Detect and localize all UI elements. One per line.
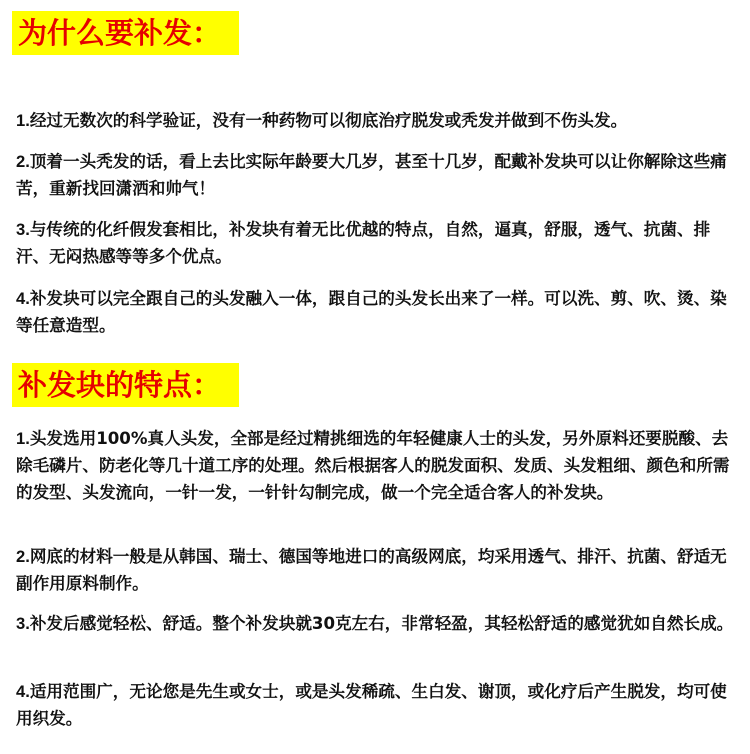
item-text: 适用范围广，无论您是先生或女士，或是头发稀疏、生白发、谢顶，或化疗后产生脱发，均可使用织发。	[16, 682, 727, 728]
item-text: 补发后感觉轻松、舒适。整个补发块就30克左右，非常轻盈，其轻松舒适的感觉犹如自然长成。	[29, 614, 734, 633]
why-item-4	[16, 285, 736, 339]
item-text: 顶着一头秃发的话，看上去比实际年龄要大几岁，甚至十几岁，配戴补发块可以让你解除这些痛苦，重新找回潇洒和帅气！	[16, 152, 727, 198]
item-number: 4.	[16, 289, 30, 308]
item-number: 3.	[16, 220, 30, 239]
heading-why-hair-replacement: 为什么要补发：	[12, 11, 239, 55]
item-number: 1.	[16, 111, 30, 130]
item-number: 2.	[16, 152, 30, 171]
item-text: 与传统的化纤假发套相比，补发块有着无比优越的特点，自然，逼真，舒服，透气、抗菌、排汗、无闷热感等等多个优点。	[16, 220, 711, 266]
why-item-1	[16, 107, 736, 134]
item-number: 1.	[16, 429, 30, 448]
item-text: 头发选用100%真人头发，全部是经过精挑细选的年轻健康人士的头发，另外原料还要脱酸、去除毛磷片、防老化等几十道工序的处理。然后根据客人的脱发面积、发质、头发粗细、颜色和所需的发型、头发流向，一针一发，一针针勾制完成，做一个完全适合客人的补发块。	[16, 429, 730, 502]
why-item-3	[16, 216, 736, 270]
item-text: 网底的材料一般是从韩国、瑞士、德国等地进口的高级网底，均采用透气、排汗、抗菌、舒适无副作用原料制作。	[16, 547, 727, 593]
feature-item-3	[16, 610, 736, 637]
item-number: 3.	[16, 614, 30, 633]
feature-item-2	[16, 543, 736, 597]
item-text: 补发块可以完全跟自己的头发融入一体，跟自己的头发长出来了一样。可以洗、剪、吹、烫、染等任意造型。	[16, 289, 727, 335]
heading-hairpiece-features: 补发块的特点：	[12, 363, 239, 407]
item-text: 经过无数次的科学验证，没有一种药物可以彻底治疗脱发或秃发并做到不伤头发。	[29, 111, 628, 130]
item-number: 4.	[16, 682, 30, 701]
feature-item-4	[16, 678, 736, 732]
item-number: 2.	[16, 547, 30, 566]
why-item-2	[16, 148, 736, 202]
feature-item-1	[16, 425, 736, 506]
